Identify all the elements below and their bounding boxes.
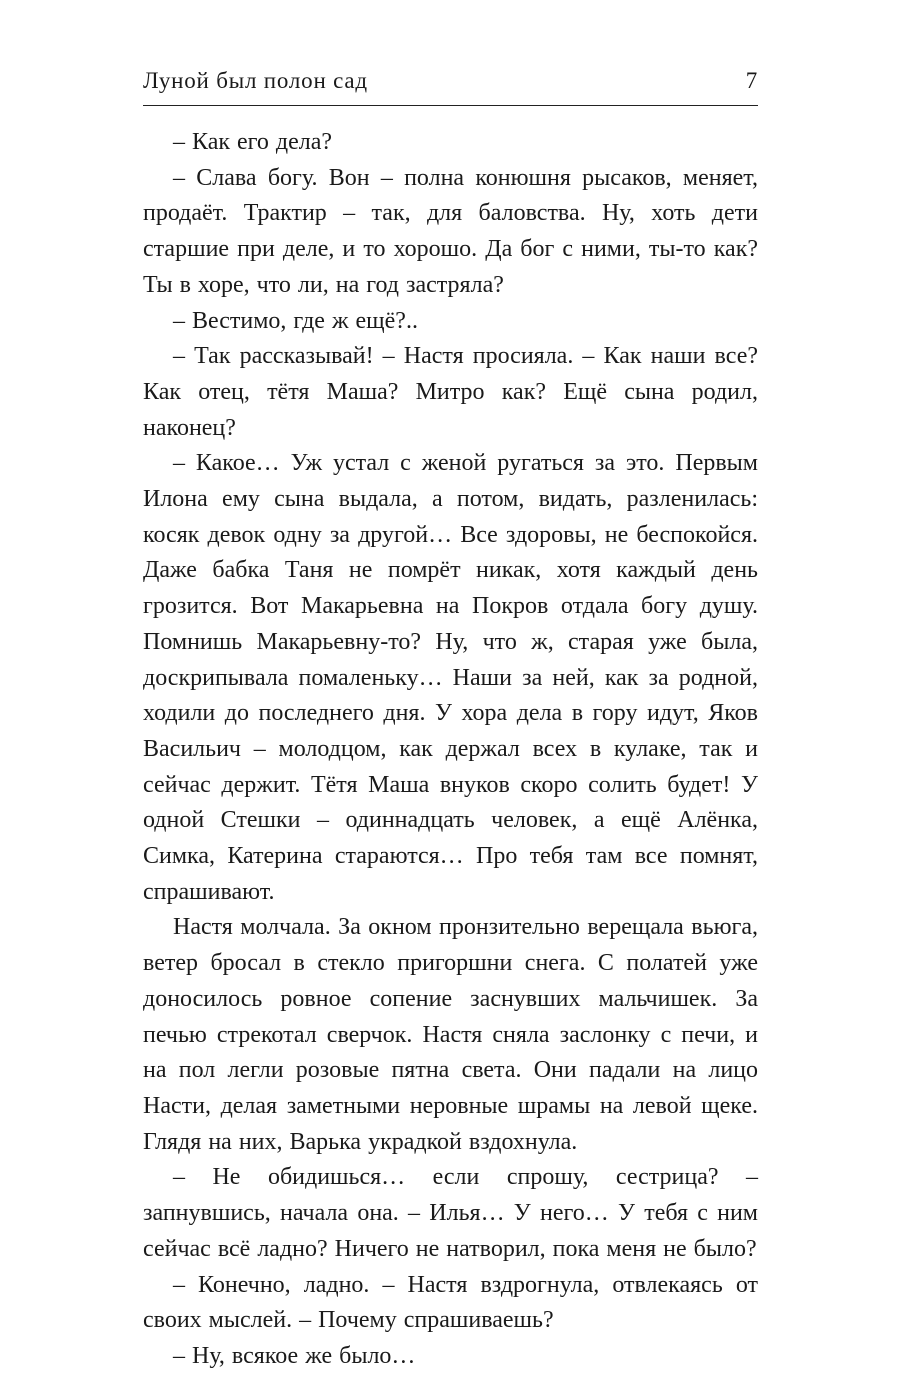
paragraph: – Какое… Уж устал с женой ругаться за это. Первым Илона ему сына выдала, а потом, видать, разленилась: косяк девок одну за другой… Все здоровы, не беспокойся. Даже бабка Таня не помрёт никак, хотя каждый день грозится. Вот Макарьевна на Покров отдала богу душу. Помнишь Макарьевну-то? Ну, что ж, старая уже была, доскрипывала помаленьку… Наши за ней, как за родной, ходили до последнего дня. У хора дела в гору идут, Яков Васильич – молодцом, как держал всех в кулаке, так и сейчас держит. Тётя Маша внуков скоро солить будет! У одной Стешки – одиннадцать человек, а ещё Алёнка, Симка, Катерина стараются… Про тебя там все помнят, спрашивают. <box>143 450 758 905</box>
paragraph: – Ну, всякое же было… <box>173 1342 416 1369</box>
paragraph: – Вестимо, где ж ещё?.. <box>173 307 418 334</box>
running-header <box>143 68 758 94</box>
body-text <box>143 125 758 1375</box>
paragraph: – Конечно, ладно. – Настя вздрогнула, отвлекаясь от своих мыслей. – Почему спрашиваешь? <box>143 1271 758 1334</box>
paragraph: – Слава богу. Вон – полна конюшня рысаков, меняет, продаёт. Трактир – так, для баловства. Ну, хоть дети старшие при деле, и то хорошо. Да бог с ними, ты-то как? Ты в хоре, что ли, на год застряла? <box>143 164 758 298</box>
paragraph: – Как его дела? <box>173 129 333 155</box>
paragraph: – Так рассказывай! – Настя просияла. – Как наши все? Как отец, тётя Маша? Митро как? Ещё сына родил, наконец? <box>143 343 758 441</box>
paragraph: – Не обидишься… если спрошу, сестрица? – запнувшись, начала она. – Илья… У него… У тебя с ним сейчас всё ладно? Ничего не натворил, пока меня не было? <box>143 1164 758 1262</box>
paragraph: Настя молчала. За окном пронзительно верещала вьюга, ветер бросал в стекло пригоршни снега. С полатей уже доносилось ровное сопение заснувших мальчишек. За печью стрекотал сверчок. Настя сняла заслонку с печи, и на пол легли розовые пятна света. Они падали на лицо Насти, делая заметными неровные шрамы на левой щеке. Глядя на них, Варька украдкой вздохнула. <box>143 914 758 1155</box>
running-title: Луной был полон сад <box>143 68 368 93</box>
page-number: 7 <box>745 68 758 93</box>
header-rule <box>143 105 758 106</box>
